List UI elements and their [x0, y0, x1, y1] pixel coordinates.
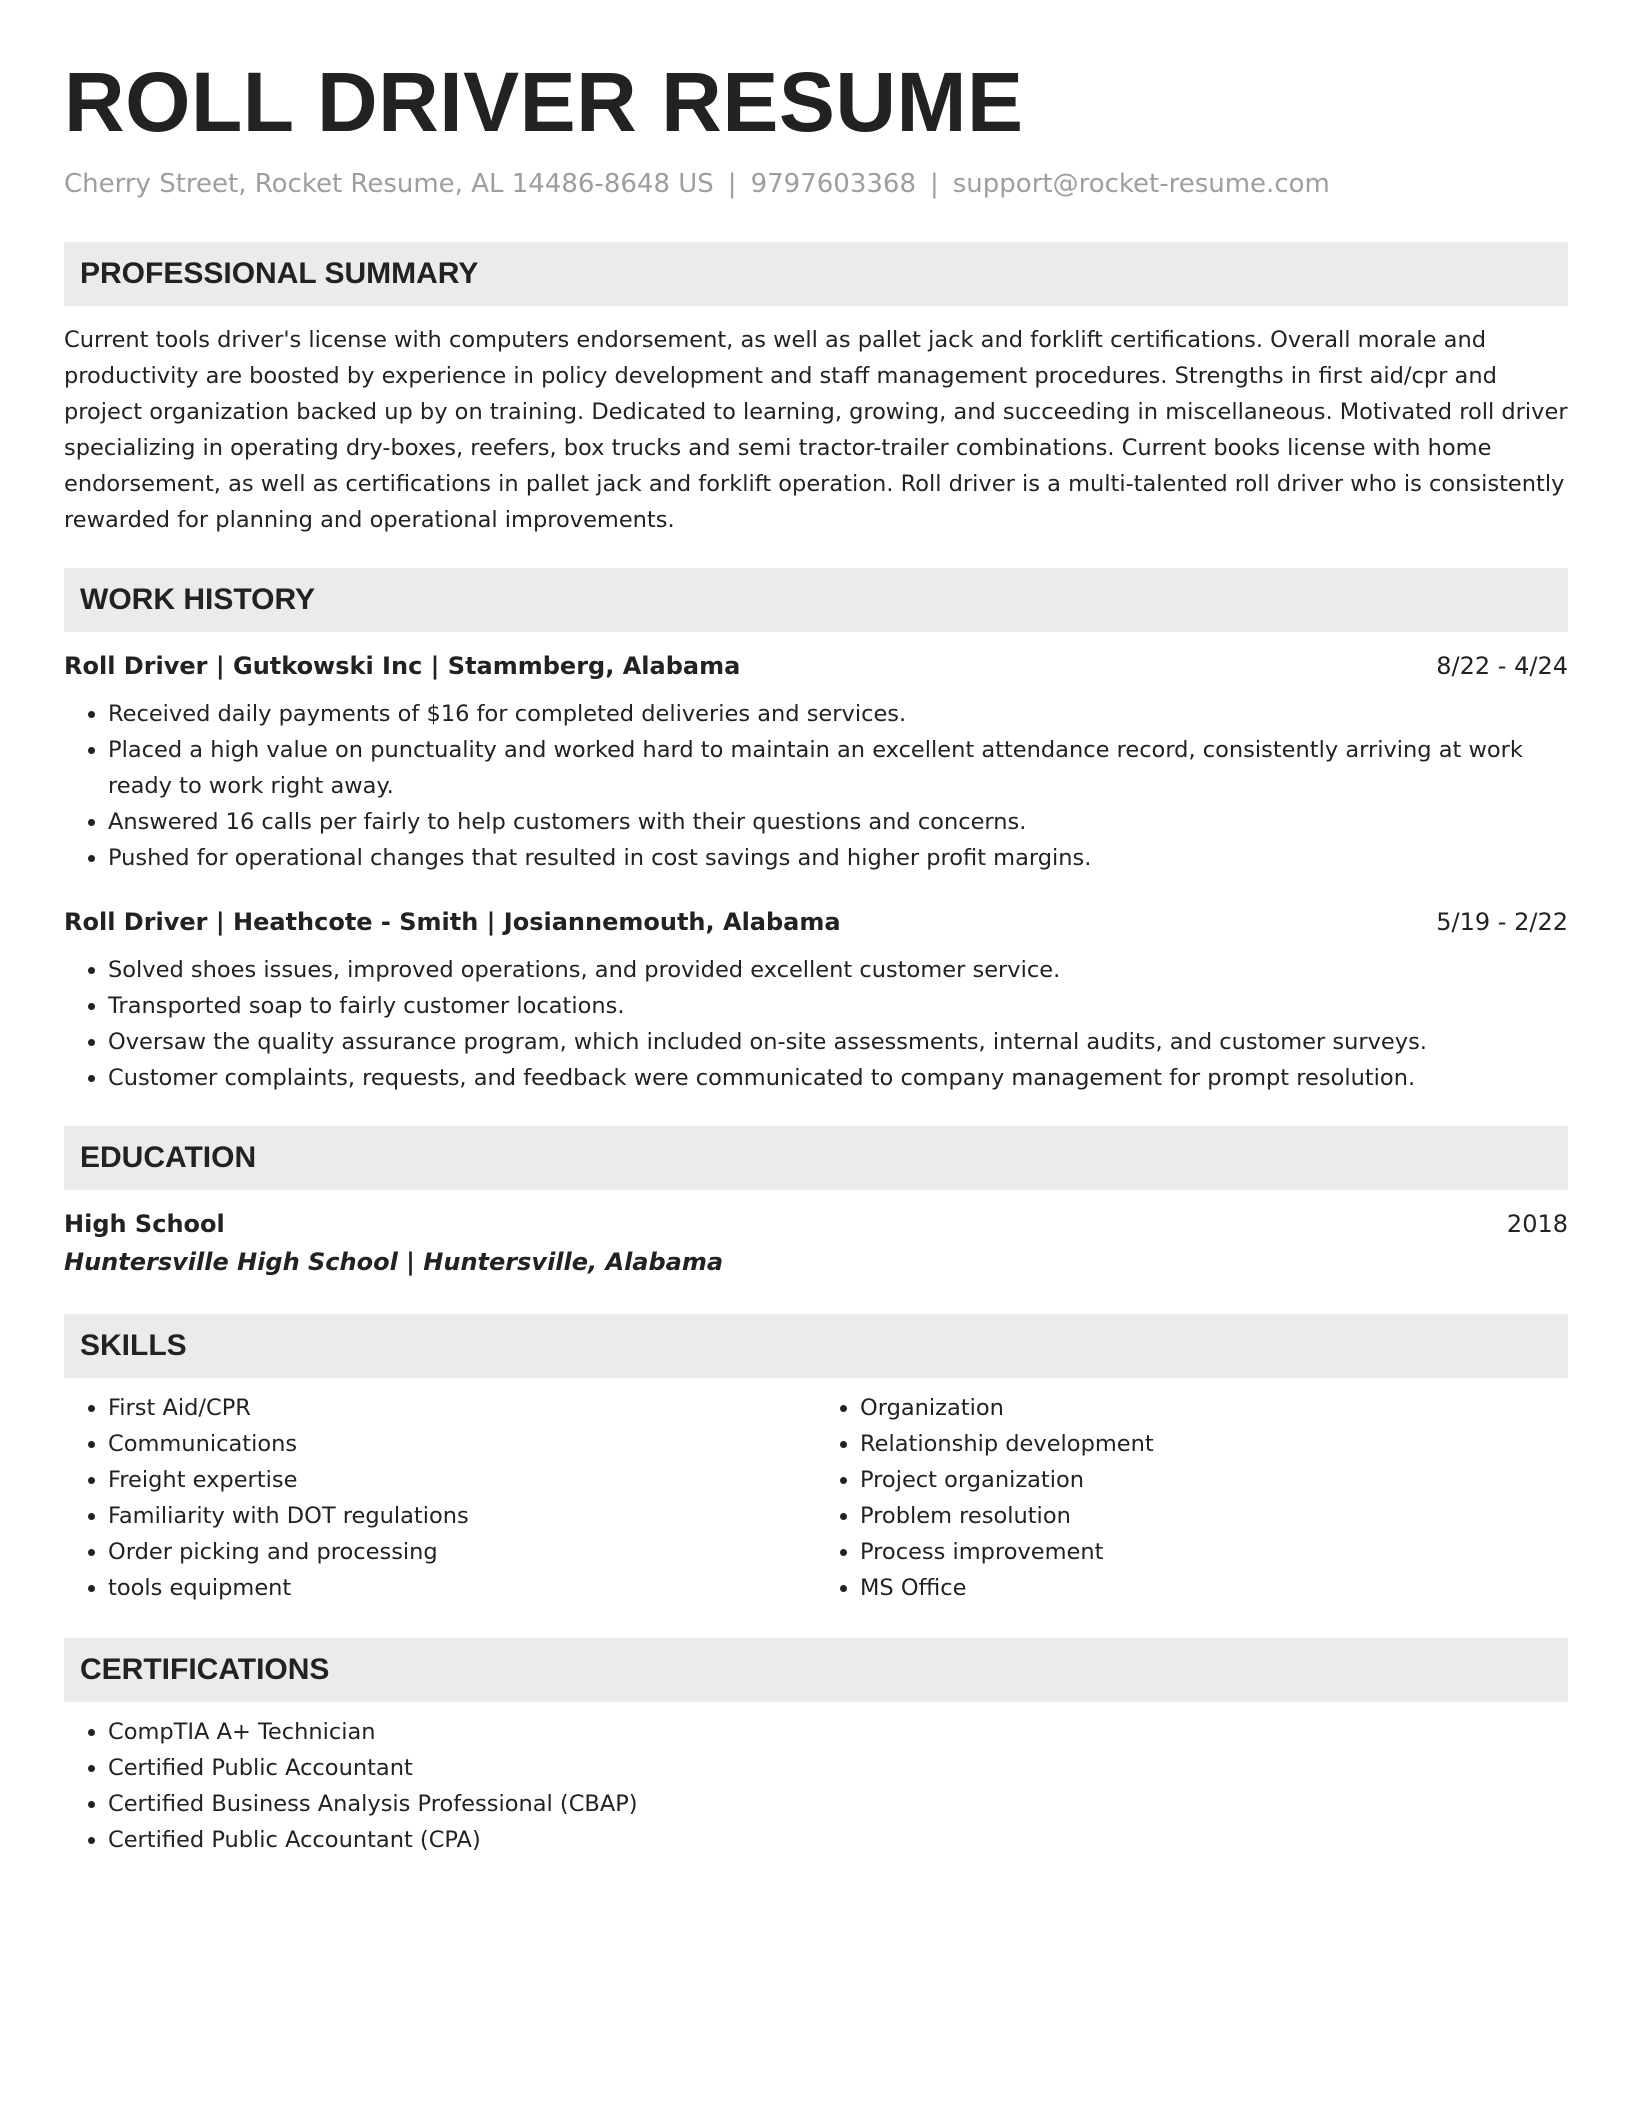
job-bullets — [64, 952, 1568, 1096]
skill-item: • Relationship development — [860, 1426, 1568, 1462]
resume-page — [64, 54, 1568, 1858]
certification-item: • Certified Public Accountant (CPA) — [108, 1822, 1568, 1858]
job-title: Roll Driver | Heathcote - Smith | Josiannemouth, Alabama — [64, 908, 841, 936]
skill-item: • Project organization — [860, 1462, 1568, 1498]
skill-item: • MS Office — [860, 1570, 1568, 1606]
contact-address: Cherry Street, Rocket Resume, AL 14486-8648 US — [64, 169, 714, 199]
section-heading-work-history: WORK HISTORY — [64, 568, 1568, 632]
education-degree: High School — [64, 1210, 225, 1238]
job-header — [64, 904, 1568, 940]
job-dates: 5/19 - 2/22 — [1436, 908, 1568, 936]
list-item: • Placed a high value on punctuality and worked hard to maintain an excellent attendance record, consistently arriving at work ready to work right away. — [108, 732, 1568, 804]
certifications-list — [64, 1714, 1568, 1858]
job-entry — [64, 648, 1568, 876]
skills-column-left — [64, 1390, 816, 1606]
certification-item: • Certified Business Analysis Professional (CBAP) — [108, 1786, 1568, 1822]
skill-item: • Freight expertise — [108, 1462, 816, 1498]
contact-line — [64, 166, 1568, 202]
skill-item: • Familiarity with DOT regulations — [108, 1498, 816, 1534]
contact-separator: | — [929, 169, 939, 199]
job-dates: 8/22 - 4/24 — [1436, 652, 1568, 680]
skill-item: • Process improvement — [860, 1534, 1568, 1570]
skill-item: • Organization — [860, 1390, 1568, 1426]
education-entry — [64, 1206, 1568, 1282]
list-item: • Answered 16 calls per fairly to help customers with their questions and concerns. — [108, 804, 1568, 840]
list-item: • Solved shoes issues, improved operations, and provided excellent customer service. — [108, 952, 1568, 988]
list-item: • Oversaw the quality assurance program, which included on-site assessments, internal audits, and customer surveys. — [108, 1024, 1568, 1060]
skill-item: • Communications — [108, 1426, 816, 1462]
job-bullets — [64, 696, 1568, 876]
list-item: • Customer complaints, requests, and feedback were communicated to company management for prompt resolution. — [108, 1060, 1568, 1096]
section-heading-summary: PROFESSIONAL SUMMARY — [64, 242, 1568, 306]
skills-column-right — [816, 1390, 1568, 1606]
contact-separator: | — [727, 169, 737, 199]
list-item: • Received daily payments of $16 for completed deliveries and services. — [108, 696, 1568, 732]
section-heading-skills: SKILLS — [64, 1314, 1568, 1378]
job-title: Roll Driver | Gutkowski Inc | Stammberg, Alabama — [64, 652, 741, 680]
section-heading-certifications: CERTIFICATIONS — [64, 1638, 1568, 1702]
job-header — [64, 648, 1568, 684]
education-school: Huntersville High School | Huntersville, Alabama — [64, 1248, 724, 1276]
education-year: 2018 — [1506, 1210, 1568, 1238]
section-heading-education: EDUCATION — [64, 1126, 1568, 1190]
skill-item: • Problem resolution — [860, 1498, 1568, 1534]
job-entry — [64, 904, 1568, 1096]
contact-phone: 9797603368 — [750, 169, 916, 199]
skills-grid — [64, 1378, 1568, 1606]
list-item: • Pushed for operational changes that resulted in cost savings and higher profit margins. — [108, 840, 1568, 876]
contact-email[interactable]: support@rocket-resume.com — [952, 169, 1330, 199]
skill-item: • Order picking and processing — [108, 1534, 816, 1570]
skill-item: • tools equipment — [108, 1570, 816, 1606]
list-item: • Transported soap to fairly customer locations. — [108, 988, 1568, 1024]
skill-item: • First Aid/CPR — [108, 1390, 816, 1426]
resume-title: ROLL DRIVER RESUME — [64, 55, 1024, 149]
certification-item: • CompTIA A+ Technician — [108, 1714, 1568, 1750]
certification-item: • Certified Public Accountant — [108, 1750, 1568, 1786]
education-header — [64, 1206, 1568, 1242]
summary-text: Current tools driver's license with computers endorsement, as well as pallet jack and forklift certifications. Overall morale and productivity are boosted by experience in policy development and staff management procedures. Strengths in first aid/cpr and project organization backed up by on training. Dedicated to learning, growing, and succeeding in miscellaneous. Motivated roll driver specializing in operating dry-boxes, reefers, box trucks and semi tractor-trailer combinations. Current books license with home endorsement, as well as certifications in pallet jack and forklift operation. Roll driver is a multi-talented roll driver who is consistently rewarded for planning and operational improvements. — [64, 327, 1568, 533]
